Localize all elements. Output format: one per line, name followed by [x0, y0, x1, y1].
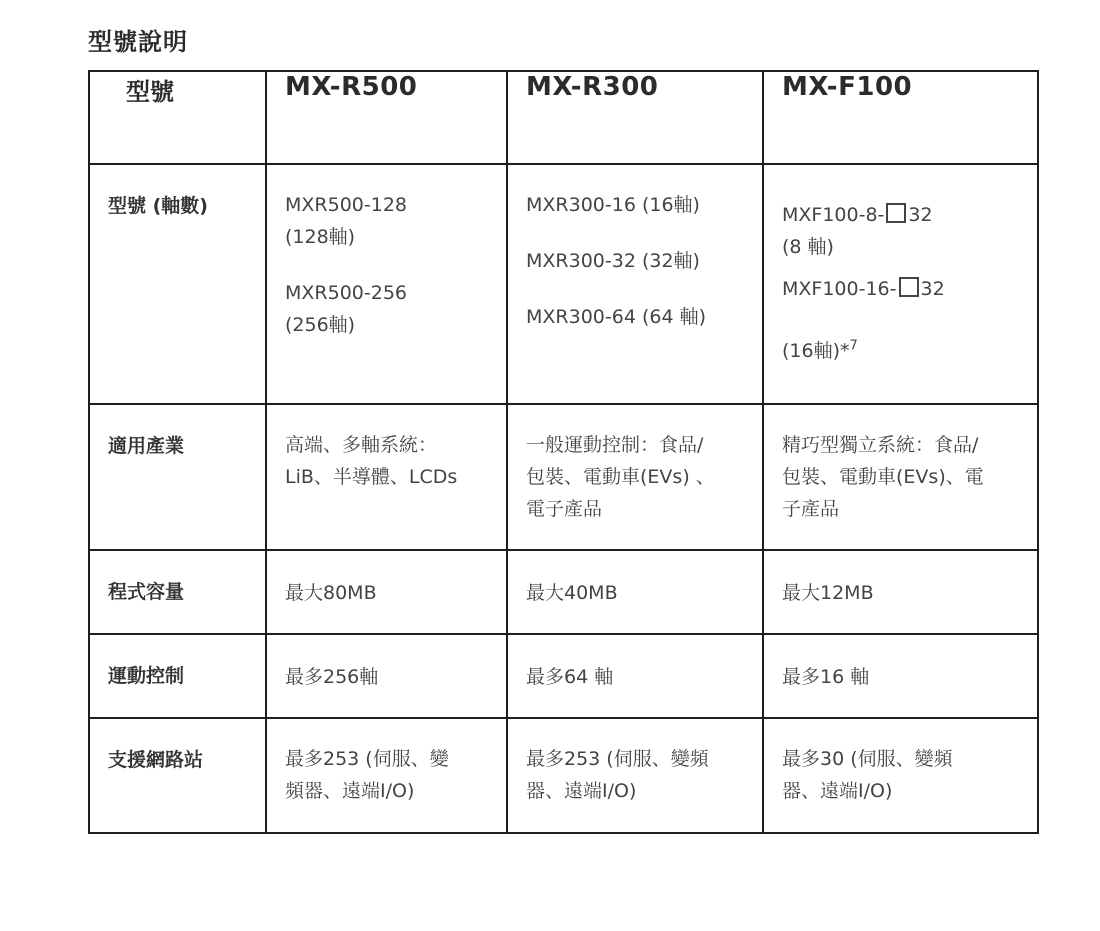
table-header-row	[89, 71, 1038, 164]
cell-line: (8 軸)	[782, 236, 834, 258]
cell-network-r300	[507, 718, 763, 833]
cell-line	[782, 335, 1029, 367]
cell-line: 器、遠端I/O)	[782, 780, 893, 802]
cell-capacity-f100: 最大12MB	[763, 550, 1038, 634]
cell-line: MXR500-128	[285, 194, 407, 216]
header-label: 型號	[126, 78, 174, 106]
header-cell-mx-f100	[763, 71, 1038, 164]
empty-box-icon	[899, 277, 919, 297]
model-spec-table	[88, 70, 1039, 834]
cell-line: 精巧型獨立系統：食品/	[782, 434, 979, 456]
cell-line: 一般運動控制：食品/	[526, 434, 704, 456]
cell-line: 包裝、電動車(EVs) 、	[526, 466, 715, 488]
cell-line: 最多253 (伺服、變頻	[526, 748, 709, 770]
model-code-prefix: MXF100-8-	[782, 204, 885, 226]
cell-motion-f100: 最多16 軸	[763, 634, 1038, 718]
footnote-marker: 7	[849, 338, 858, 354]
row-label-models: 型號 (軸數)	[89, 164, 266, 404]
cell-line: 最多30 (伺服、變頻	[782, 748, 953, 770]
model-code-suffix: 32	[920, 278, 945, 300]
header-cell-mx-r300	[507, 71, 763, 164]
table-row-network	[89, 718, 1038, 833]
cell-industry-r300	[507, 404, 763, 550]
table-row-models	[89, 164, 1038, 404]
page-title: 型號說明	[88, 28, 188, 56]
cell-line: LiB、半導體、LCDs	[285, 466, 458, 488]
cell-models-f100	[763, 164, 1038, 404]
model-name-mx-r300: MX-R300	[526, 72, 659, 102]
cell-line: MXR300-16 (16軸)	[526, 194, 700, 216]
cell-line: (128軸)	[285, 226, 356, 248]
axis-count: (16軸)*	[782, 340, 850, 362]
cell-line: MXR300-32 (32軸)	[526, 250, 700, 272]
cell-line: 最多253 (伺服、變	[285, 748, 449, 770]
header-cell-label	[89, 71, 266, 164]
cell-line: MXR500-256	[285, 282, 407, 304]
row-label-network: 支援網路站	[89, 718, 266, 833]
cell-motion-r500: 最多256軸	[266, 634, 507, 718]
cell-line: MXR300-64 (64 軸)	[526, 306, 706, 328]
row-label-capacity: 程式容量	[89, 550, 266, 634]
cell-models-r300	[507, 164, 763, 404]
cell-line	[782, 273, 1029, 305]
table-row-capacity	[89, 550, 1038, 634]
cell-line	[782, 199, 1029, 231]
row-label-motion: 運動控制	[89, 634, 266, 718]
table-row-motion	[89, 634, 1038, 718]
cell-capacity-r500: 最大80MB	[266, 550, 507, 634]
cell-network-r500	[266, 718, 507, 833]
cell-industry-r500	[266, 404, 507, 550]
cell-line: 器、遠端I/O)	[526, 780, 637, 802]
header-cell-mx-r500	[266, 71, 507, 164]
cell-line: 子產品	[782, 498, 840, 520]
model-name-mx-r500: MX-R500	[285, 72, 418, 102]
empty-box-icon	[886, 203, 906, 223]
cell-line: 頻器、遠端I/O)	[285, 780, 415, 802]
table-row-industry	[89, 404, 1038, 550]
row-label-industry: 適用產業	[89, 404, 266, 550]
cell-network-f100	[763, 718, 1038, 833]
cell-motion-r300: 最多64 軸	[507, 634, 763, 718]
model-code-suffix: 32	[908, 204, 933, 226]
cell-line: 包裝、電動車(EVs)、電	[782, 466, 984, 488]
cell-line: 電子產品	[526, 498, 603, 520]
model-name-mx-f100: MX-F100	[782, 72, 913, 102]
cell-models-r500	[266, 164, 507, 404]
cell-capacity-r300: 最大40MB	[507, 550, 763, 634]
cell-industry-f100	[763, 404, 1038, 550]
model-code-prefix: MXF100-16-	[782, 278, 897, 300]
cell-line: 高端、多軸系統：	[285, 434, 438, 456]
cell-line: (256軸)	[285, 314, 356, 336]
